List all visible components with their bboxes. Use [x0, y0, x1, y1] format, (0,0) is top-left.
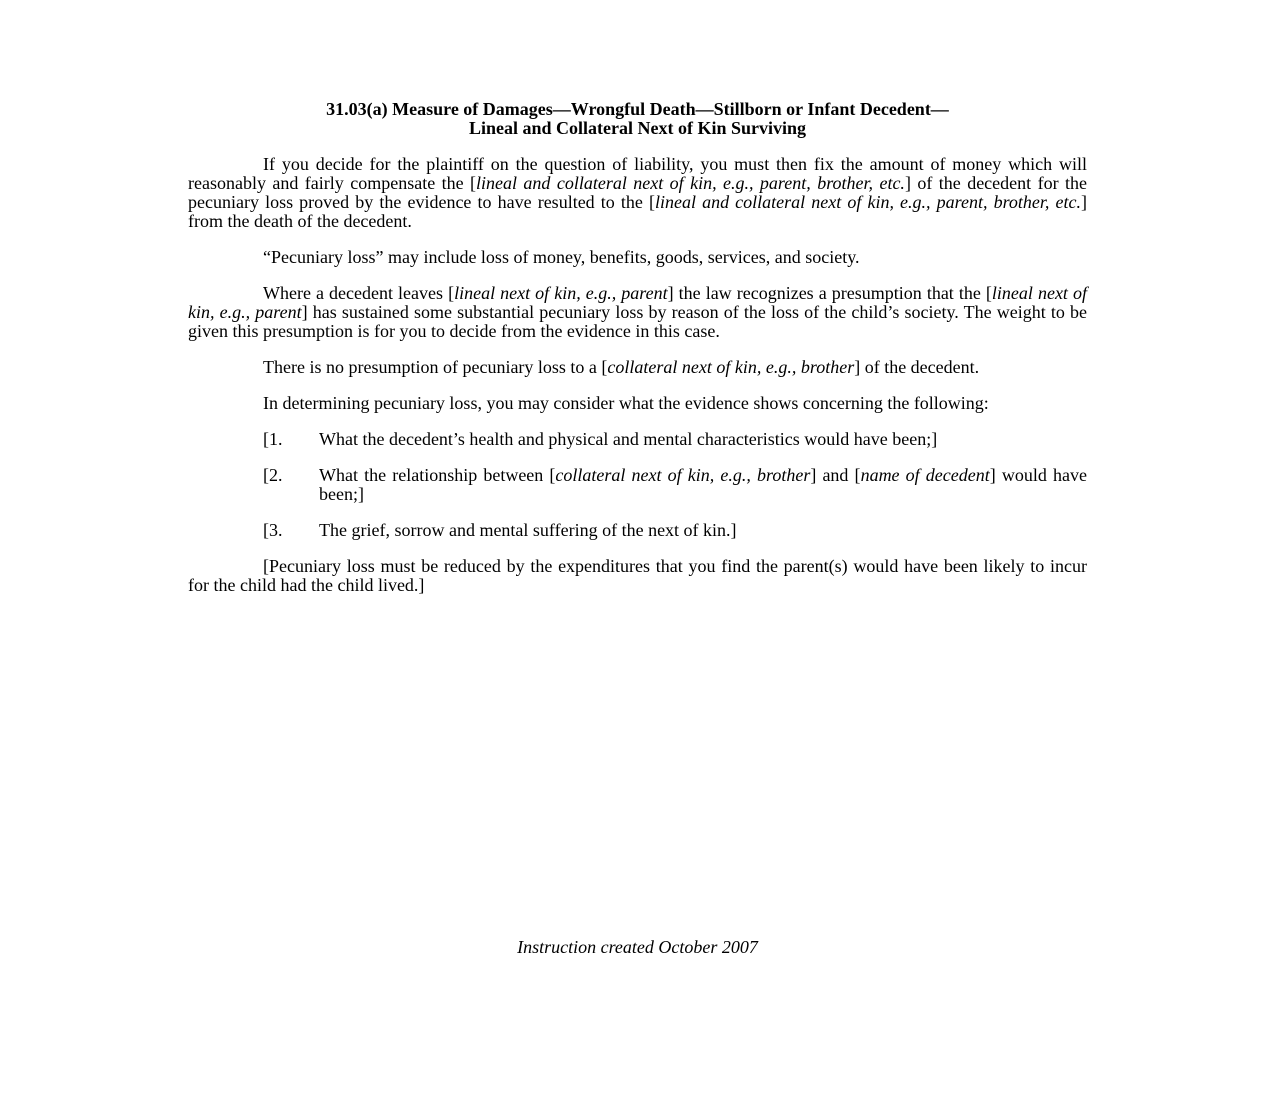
list-number: [3. [263, 520, 283, 540]
p1-text-e: ] from the death of the decedent. [188, 192, 1087, 231]
item2-text-a: What the relationship between [ [319, 465, 556, 485]
list-text [319, 466, 1087, 504]
item2-italic-d: name of decedent [860, 465, 990, 485]
title-line-1: 31.03(a) Measure of Damages—Wrongful Death—Stillborn or Infant Decedent— [326, 99, 949, 119]
considerations-list [188, 430, 1087, 540]
paragraph-no-presumption [188, 358, 1087, 377]
footer-note: Instruction created October 2007 [517, 937, 758, 957]
p3-text-e: ] has sustained some substantial pecuniary loss by reason of the loss of the child’s society. The weight to be given this presumption is for you to decide from the evidence in this case. [188, 302, 1087, 341]
p4-text-c: ] of the decedent. [854, 357, 980, 377]
list-text: The grief, sorrow and mental suffering of the next of kin.] [319, 520, 737, 540]
list-text: What the decedent’s health and physical and mental characteristics would have been;] [319, 429, 938, 449]
p4-italic-b: collateral next of kin, e.g., brother [607, 357, 855, 377]
list-item [188, 521, 1087, 540]
list-number: [1. [263, 429, 283, 449]
p1-italic-d: lineal and collateral next of kin, e.g., parent, brother, etc. [654, 192, 1081, 212]
paragraph-pecuniary-loss-definition: “Pecuniary loss” may include loss of money, benefits, goods, services, and society. [263, 247, 860, 267]
p1-italic-b: lineal and collateral next of kin, e.g., parent, brother, etc. [476, 173, 905, 193]
item2-text-c: ] and [ [810, 465, 861, 485]
paragraph-expenditure-reduction: [Pecuniary loss must be reduced by the expenditures that you find the parent(s) would have been likely to incur for the child had the child lived.] [188, 556, 1087, 595]
paragraph-compensation [188, 155, 1087, 231]
list-item [188, 466, 1087, 504]
item2-italic-b: collateral next of kin, e.g., brother [555, 465, 811, 485]
p1-text-a: If you decide for the plaintiff on the question of liability, you must then fix the amount of money which will reasonably and fairly compensate the [ [188, 154, 1087, 193]
item2-text-e: ] would have been;] [319, 465, 1087, 504]
p3-text-a: Where a decedent leaves [ [263, 283, 455, 303]
document-page [188, 100, 1087, 595]
paragraph-determining-loss: In determining pecuniary loss, you may consider what the evidence shows concerning the following: [263, 393, 989, 413]
list-number: [2. [263, 465, 283, 485]
p3-italic-b: lineal next of kin, e.g., parent [454, 283, 668, 303]
p1-text-c: ] of the decedent for the pecuniary loss proved by the evidence to have resulted to the [ [188, 173, 1087, 212]
p3-text-c: ] the law recognizes a presumption that the [ [667, 283, 992, 303]
p3-italic-d: lineal next of kin, e.g., parent [188, 283, 1087, 322]
title-line-2: Lineal and Collateral Next of Kin Surviving [468, 118, 807, 138]
p4-text-a: There is no presumption of pecuniary loss to a [ [263, 357, 608, 377]
paragraph-presumption [188, 284, 1087, 341]
list-item [188, 430, 1087, 449]
page-title [188, 100, 1087, 138]
